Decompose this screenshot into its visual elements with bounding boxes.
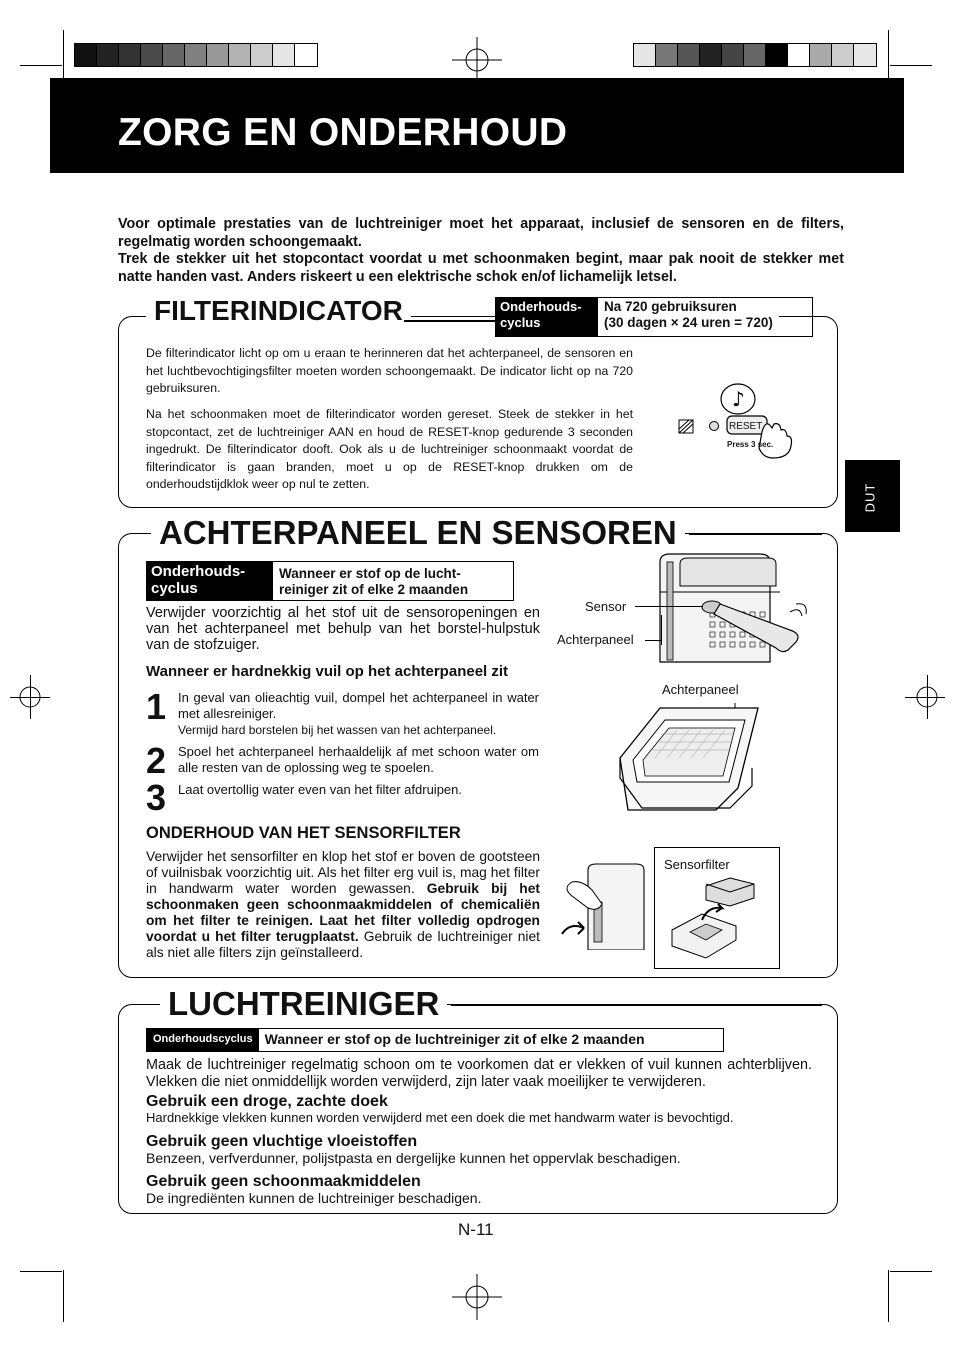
tray-soak-illustration [615, 698, 763, 816]
cycle-value: Wanneer er stof op de lucht- reiniger zit of elke 2 maanden [273, 562, 474, 600]
label-sensor: Sensor [585, 599, 627, 614]
filterindicator-cycle [495, 297, 813, 337]
cycle-label: Onderhoudscyclus [147, 1029, 259, 1051]
svg-text:♪: ♪ [732, 387, 745, 411]
achterpaneel-leader-line [645, 640, 662, 641]
intro-text [118, 216, 844, 286]
sensorfilter-icon [660, 876, 770, 962]
sensorfilter-text-c: Gebruik de luchtreiniger niet als niet alle filters zijn geïnstalleerd. [146, 929, 540, 960]
sensorfilter-removal-illustration [558, 860, 648, 950]
step-number-3: 3 [146, 777, 165, 818]
item-1-heading: Gebruik een droge, zachte doek [146, 1093, 388, 1110]
label-achterpaneel-1: Achterpaneel [557, 632, 634, 647]
language-tab-label: DUT [862, 482, 878, 513]
achterpaneel-cycle [146, 561, 514, 601]
registration-mark-bottom [450, 1272, 504, 1322]
sensorfilter-paragraph [146, 849, 540, 961]
filterindicator-paragraph-1: De filterindicator licht op om u eraan te herinneren dat het achterpaneel, de sensoren en het luchtbevochtigingsfilter moeten worden schoongemaakt. De indicator licht op na 720 gebruiksuren. [146, 346, 633, 395]
luchtreiniger-paragraph: Maak de luchtreiniger regelmatig schoon om te voorkomen dat er vlekken of vuil kunnen achterblijven. Vlekken die niet onmiddellijk worden verwijderd, zijn later vaak moeilijker te verwijderen. [146, 1057, 812, 1090]
air-purifier-sensor-illustration [640, 552, 820, 664]
achterpaneel-paragraph: Verwijder voorzichtig al het stof uit de sensoropeningen en van het achterpaneel met behulp van het borstel-hulpstuk van de stofzuiger. [146, 605, 540, 653]
registration-mark-right [905, 675, 949, 719]
step-number-2: 2 [146, 740, 165, 781]
step-number-1: 1 [146, 686, 165, 727]
cycle-label: Onderhouds- cyclus [147, 562, 273, 600]
label-sensorfilter: Sensorfilter [664, 857, 730, 872]
registration-mark-left [8, 675, 52, 719]
step-2-text: Spoel het achterpaneel herhaaldelijk af met schoon water om alle resten van de oplossing weg te spoelen. [178, 744, 539, 775]
color-strip-right [633, 43, 877, 67]
intro-paragraph-1: Voor optimale prestaties van de luchtreiniger moet het apparaat, inclusief de sensoren en de filters, regelmatig worden schoongemaakt. [118, 216, 844, 250]
item-3-heading: Gebruik geen schoonmaakmiddelen [146, 1173, 421, 1190]
cycle-value: Na 720 gebruiksuren (30 dagen × 24 uren = 720) [598, 298, 779, 336]
cycle-value: Wanneer er stof op de luchtreiniger zit of elke 2 maanden [259, 1029, 651, 1051]
language-tab [845, 460, 900, 532]
page-number: N-11 [458, 1220, 494, 1239]
color-strip-left [74, 43, 318, 67]
step-1-note: Vermijd hard borstelen bij het wassen van het achterpaneel. [178, 723, 497, 737]
press-3-sec-label: Press 3 sec. [727, 440, 774, 449]
achterpaneel-title-line [689, 533, 822, 535]
luchtreiniger-item-1 [146, 1093, 826, 1125]
title-bar [50, 78, 904, 173]
page-title: ZORG EN ONDERHOUD [118, 111, 568, 154]
step-1-main: In geval van olieachtig vuil, dompel het achterpaneel in water met allesreiniger. [178, 690, 539, 721]
filterindicator-title-line [404, 320, 496, 322]
reset-button-label: RESET [729, 421, 763, 432]
luchtreiniger-item-3 [146, 1173, 826, 1206]
filterindicator-paragraph-2: Na het schoonmaken moet de filterindicator worden gereset. Steek de stekker in het stopcontact, zet de luchtreiniger AAN en houd de RESET-knop gedurende 3 seconden ingedrukt. De filterindicator dooft. Ook als u de luchtreiniger schoonmaakt voordat de filterindicator is gaan branden, moet u op de RESET-knop drukken om de onderhoudstijdklok weer op nul te zetten. [146, 407, 633, 491]
achterpaneel-subheading: Wanneer er hardnekkig vuil op het achterpaneel zit [146, 663, 509, 680]
luchtreiniger-title-line [451, 1004, 822, 1006]
sensorfilter-text-b: Gebruik bij het schoonmaken geen schoonmaakmiddelen of chemicaliën om het filter te reinigen. Laat het filter volledig opdrogen voordat u het filter terugplaatst. [146, 881, 540, 944]
item-1-text: Hardnekkige vlekken kunnen worden verwijderd met een doek die met handwarm water is bevochtigd. [146, 1110, 734, 1125]
item-3-text: De ingrediënten kunnen de luchtreiniger beschadigen. [146, 1190, 482, 1206]
step-3-text: Laat overtollig water even van het filter afdruipen. [178, 782, 463, 797]
cycle-label: Onderhouds- cyclus [496, 298, 598, 336]
item-2-text: Benzeen, verfverdunner, polijstpasta en dergelijke kunnen het oppervlak beschadigen. [146, 1150, 681, 1166]
sensor-leader-line [635, 606, 703, 607]
step-1-text [178, 690, 539, 738]
luchtreiniger-item-2 [146, 1133, 826, 1166]
luchtreiniger-cycle [146, 1028, 724, 1052]
label-achterpaneel-2: Achterpaneel [662, 682, 739, 697]
intro-paragraph-2: Trek de stekker uit het stopcontact voordat u met schoonmaken begint, maar pak nooit de stekker met natte handen vast. Anders riskeert u een elektrische schok en/of lichamelijk letsel. [118, 251, 844, 285]
sensorfilter-heading: ONDERHOUD VAN HET SENSORFILTER [146, 824, 461, 842]
luchtreiniger-title: LUCHTREINIGER [160, 987, 447, 1020]
item-2-heading: Gebruik geen vluchtige vloeistoffen [146, 1133, 418, 1150]
sensorfilter-text-a: Verwijder het sensorfilter en klop het stof er boven de gootsteen of vuilnisbak voorzichtig uit. Als het filter erg vuil is, mag het filter in handwarm water worden gewassen. [146, 849, 540, 896]
achterpaneel-title: ACHTERPANEEL EN SENSOREN [151, 516, 685, 549]
filterindicator-title: FILTERINDICATOR [146, 297, 411, 325]
